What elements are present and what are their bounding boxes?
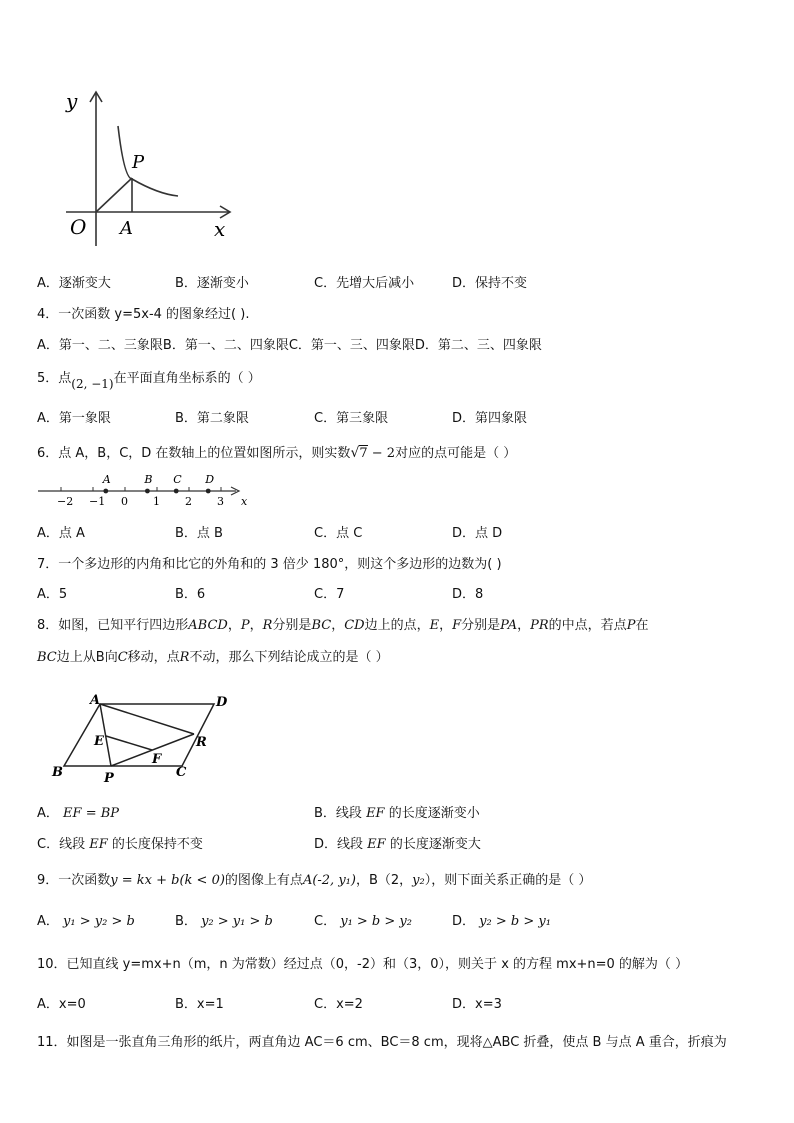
fig1-x-label: x [214, 217, 226, 241]
number-line-x-label: x [241, 495, 248, 508]
fig1-A-label: A [120, 218, 133, 239]
svg-text:B: B [52, 765, 63, 780]
fig1-P-label: P [132, 152, 145, 173]
svg-text:D: D [216, 695, 228, 710]
q8-option-b: B．线段 EF 的长度逐渐变小 [314, 806, 480, 821]
number-line-figure [36, 470, 256, 510]
number-line-tick-label: 1 [153, 495, 160, 508]
q4-option-c: C．第一、三、四象限 [288, 338, 415, 353]
number-line-point-C [174, 489, 179, 494]
q9-option-b: B． y₂ > y₁ > b [175, 914, 273, 929]
q10-option-c: C．x=2 [314, 997, 363, 1012]
q7-option-c: C．7 [314, 587, 345, 602]
segment-OP [96, 178, 132, 212]
q6-stem [37, 442, 516, 461]
q10-option-b: B．x=1 [175, 997, 224, 1012]
q6-stem-b: 对应的点可能是（ ） [395, 446, 517, 461]
q7-stem: 7．一个多边形的内角和比它的外角和的 3 倍少 180°，则这个多边形的边数为( ) [37, 557, 502, 572]
q7-option-d: D．8 [452, 587, 484, 602]
q5-rest: 在平面直角坐标系的（ ） [113, 371, 261, 386]
q3-option-d: D．保持不变 [452, 276, 528, 291]
svg-text:P: P [104, 771, 114, 786]
q8-option-d: D．线段 EF 的长度逐渐变大 [314, 837, 481, 852]
q3-option-b: B．逐渐变小 [175, 276, 249, 291]
q5-option-c: C．第三象限 [314, 411, 389, 426]
q11-stem: 11．如图是一张直角三角形的纸片，两直角边 AC＝6 cm、BC＝8 cm，现将△ABC 折叠，使点 B 与点 A 重合，折痕为 [37, 1035, 727, 1050]
number-line-tick-label: −1 [89, 495, 106, 508]
q5-point: (2, −1) [71, 377, 114, 391]
q5-number: 5．点 [37, 371, 72, 386]
segment-AR [100, 704, 194, 734]
number-line-tick-label: 3 [217, 495, 224, 508]
svg-text:R: R [196, 735, 207, 750]
number-line-point-B [145, 489, 150, 494]
q8-option-c: C．线段 EF 的长度保持不变 [37, 837, 203, 852]
q4-option-b: B．第一、二、四象限 [162, 338, 289, 353]
number-line-tick-label: −2 [57, 495, 74, 508]
q7-option-b: B．6 [175, 587, 206, 602]
fig1-O-label: O [70, 215, 87, 239]
number-line-point-label: C [173, 473, 182, 486]
q9-option-a: A． y₁ > y₂ > b [37, 914, 135, 929]
q5-stem [37, 367, 261, 391]
segment-EF [106, 736, 152, 750]
q4-stem: 4．一次函数 y=5x-4 的图象经过( ). [37, 307, 250, 322]
hyperbola-curve [118, 126, 178, 196]
radicand: 7 [359, 446, 368, 461]
q10-stem: 10．已知直线 y=mx+n（m，n 为常数）经过点（0，-2）和（3，0），则关于 x 的方程 mx+n=0 的解为（ ） [37, 957, 689, 972]
q4-option-a: A．第一、二、三象限 [37, 338, 163, 353]
svg-text:A: A [90, 693, 101, 708]
q6-option-b: B．点 B [175, 526, 223, 541]
q5-option-b: B．第二象限 [175, 411, 249, 426]
fig1-y-label: y [66, 89, 78, 113]
svg-text:C: C [176, 765, 187, 780]
q6-stem-a: 6．点 A，B，C，D 在数轴上的位置如图所示，则实数 [37, 446, 351, 461]
q6-option-a: A．点 A [37, 526, 85, 541]
q8-line2: BC边上从B向C移动，点R不动，那么下列结论成立的是（ ） [37, 650, 389, 665]
number-line-tick-label: 0 [121, 495, 128, 508]
parallelogram-figure [48, 690, 248, 790]
number-line-point-label: A [102, 473, 111, 486]
number-line-point-A [103, 489, 108, 494]
q9-option-d: D． y₂ > b > y₁ [452, 914, 551, 929]
q10-option-d: D．x=3 [452, 997, 502, 1012]
number-line-point-label: D [205, 473, 215, 486]
svg-text:F: F [152, 752, 162, 767]
q8-option-a: A． EF = BP [37, 806, 120, 821]
q4-options [37, 334, 542, 353]
number-line-tick-label: 2 [185, 495, 192, 508]
q10-option-a: A．x=0 [37, 997, 86, 1012]
q4-option-d: D．第二、三、四象限 [414, 338, 542, 353]
q6-option-c: C．点 C [314, 526, 363, 541]
q8-line1: 8．如图，已知平行四边形ABCD，P，R分别是BC，CD边上的点，E，F分别是PA，PR的中点，若点P在 [37, 618, 649, 633]
q9-option-c: C． y₁ > b > y₂ [314, 914, 412, 929]
minus-two: − 2 [371, 446, 396, 461]
q6-option-d: D．点 D [452, 526, 503, 541]
q3-option-c: C．先增大后减小 [314, 276, 415, 291]
q7-option-a: A．5 [37, 587, 68, 602]
svg-text:E: E [94, 734, 104, 749]
hyperbola-figure [58, 86, 238, 248]
number-line-point-label: B [144, 473, 153, 486]
sqrt-7-minus-2: √7 − 2 [350, 445, 396, 461]
q3-option-a: A．逐渐变大 [37, 276, 111, 291]
number-line-point-D [206, 489, 211, 494]
q5-option-a: A．第一象限 [37, 411, 111, 426]
q5-option-d: D．第四象限 [452, 411, 528, 426]
q9-stem: 9．一次函数y = kx + b(k < 0)的图像上有点A(-2, y₁)，B（2，y₂），则下面关系正确的是（ ） [37, 873, 592, 888]
